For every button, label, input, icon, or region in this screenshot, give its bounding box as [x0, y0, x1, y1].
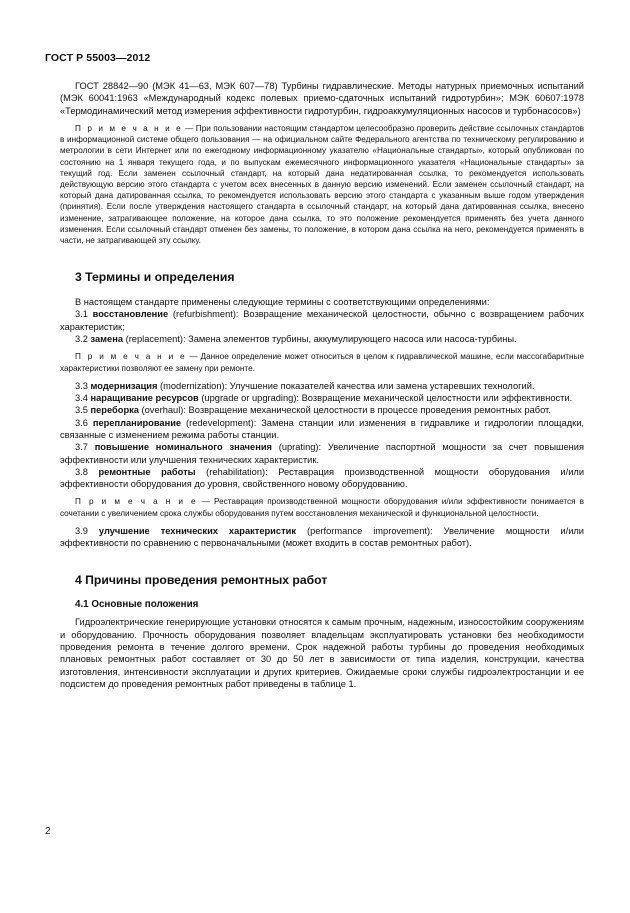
reference-paragraph: ГОСТ 28842—90 (МЭК 41—63, МЭК 607—78) Турбины гидравлические. Методы натурных приемочных испытаний (МЭК 60041:1963 «Международный кодекс полевых приемо-сдаточных испытаний гидротурбин»; МЭК 60607:1978 «Термодинамический метод измерения эффективности гидротурбин, гидроаккумуляционных насосов и турбонасосов») — [60, 81, 584, 116]
term-name: перепланирование — [92, 417, 182, 428]
term-name: повышение номинального значения — [94, 442, 272, 453]
term-name: восстановление — [92, 309, 169, 320]
term-3-6: 3.6 перепланирование (redevelopment): Замена станции или изменения в гидравлике и гидрологии площадки, связанные с изменением режима работы станции. — [60, 417, 584, 440]
section-3-title: 3 Термины и определения — [75, 270, 235, 285]
term-name: переборка — [90, 405, 139, 416]
section-4-title: 4 Причины проведения ремонтных работ — [75, 573, 328, 588]
note-label: П р и м е ч а н и е — [75, 352, 187, 362]
term-3-3: 3.3 модернизация (modernization): Улучшение показателей качества или замена устаревших технологий. — [75, 380, 535, 391]
term-3-9: 3.9 улучшение технических характеристик (performance improvement): Увеличение мощности и/или эффективности по сравнению с первоначальными (может входить в состав ремонтных работ). — [60, 525, 584, 549]
page-number: 2 — [45, 826, 51, 837]
subsection-4-1-title: 4.1 Основные положения — [75, 599, 199, 611]
term-3-4: 3.4 наращивание ресурсов (upgrade or upgrading): Возвращение механической целостности или эффективности. — [75, 393, 573, 404]
document-body — [60, 80, 584, 690]
section-4-paragraph: Гидроэлектрические генерирующие установки относятся к самым прочным, надежным, износостойким сооружениям и оборудованию. Прочность оборудования позволяет владельцам эксплуатировать установки без необходимости проведения ремонта в течение долгого времени. Срок надежной работы турбины до проведения необходимых плановых ремонтных работ составляет от 30 до 50 лет в зависимости от типа изделия, конструкции, качества изготовления, интенсивности эксплуатации и других критериев. Ожидаемые сроки службы гидроэлектростанции и ее подсистем до проведения ремонтных работ приведены в таблице 1. — [60, 617, 584, 689]
note-term-3-2: П р и м е ч а н и е — Данное определение может относиться в целом к гидравлической машине, если массогабаритные характеристики позволяют ее замену при ремонте. — [60, 352, 584, 373]
term-3-2: 3.2 замена (replacement): Замена элементов турбины, аккумулирующего насоса или насоса-турбины. — [75, 334, 517, 345]
term-3-1: 3.1 восстановление (refurbishment): Возвращение механической целостности, обычно с возвращением рабочих характеристик; — [60, 309, 584, 332]
term-name: улучшение технических характеристик — [98, 525, 296, 536]
term-3-5: 3.5 переборка (overhaul): Возвращение механической целостности в процессе проведения ремонтных работ. — [75, 405, 551, 416]
term-name: наращивание ресурсов — [90, 393, 199, 404]
term-name: замена — [90, 334, 124, 345]
note-referenced-standards — [60, 123, 584, 246]
note-text: — При пользовании настоящим стандартом целесообразно проверить действие ссылочных стандартов в информационной системе общего пользования — на официальном сайте Федерального агентства по техническому регулированию и метрологии в сети Интернет или по ежегодному информационному указателю «Национальные стандарты», который опубликован по состоянию на 1 января текущего года, и по выпускам ежемесячного информационного указателя «Национальные стандарты» за текущий год. Если заменен ссылочный стандарт, на который дана недатированная ссылка, то рекомендуется использовать действующую версию этого стандарта с учетом всех внесенных в данную версию изменений. Если заменен ссылочный стандарт, на который дана датированная ссылка, то рекомендуется использовать версию этого стандарта с указанным выше годом утверждения (принятия). Если после утверждения настоящего стандарта в ссылочный стандарт, на который дана датированная ссылка, внесено изменение, затрагивающее положение, на которое дана ссылка, то это положение рекомендуется применять без учета данного изменения. Если ссылочный стандарт отменен без замены, то положение, в котором дана ссылка на него, рекомендуется применять в части, не затрагивающей эту ссылку. — [60, 123, 585, 245]
term-name: ремонтные работы — [98, 466, 196, 477]
document-header: ГОСТ Р 55003—2012 — [45, 52, 151, 64]
term-3-8: 3.8 ремонтные работы (rehabilitation): Реставрация производственной мощности оборудования и/или эффективности оборудования до уровня, свойственного новому оборудованию. — [60, 466, 585, 490]
note-term-3-8: П р и м е ч а н и е — Реставрация производственной мощности оборудования и/или эффективности понимается в сочетании с увеличением срока службы оборудования путем восстановления механической и функциональной целостности. — [60, 497, 585, 518]
section-3-intro: В настоящем стандарте применены следующие термины с соответствующими определениями: — [75, 297, 490, 308]
note-label: П р и м е ч а н и е — [75, 497, 198, 507]
term-3-7: 3.7 повышение номинального значения (uprating): Увеличение паспортной мощности за счет повышения эффективности или улучшения технических характеристик. — [60, 442, 584, 465]
note-label: П р и м е ч а н и е — [75, 123, 183, 133]
term-name: модернизация — [90, 380, 158, 391]
